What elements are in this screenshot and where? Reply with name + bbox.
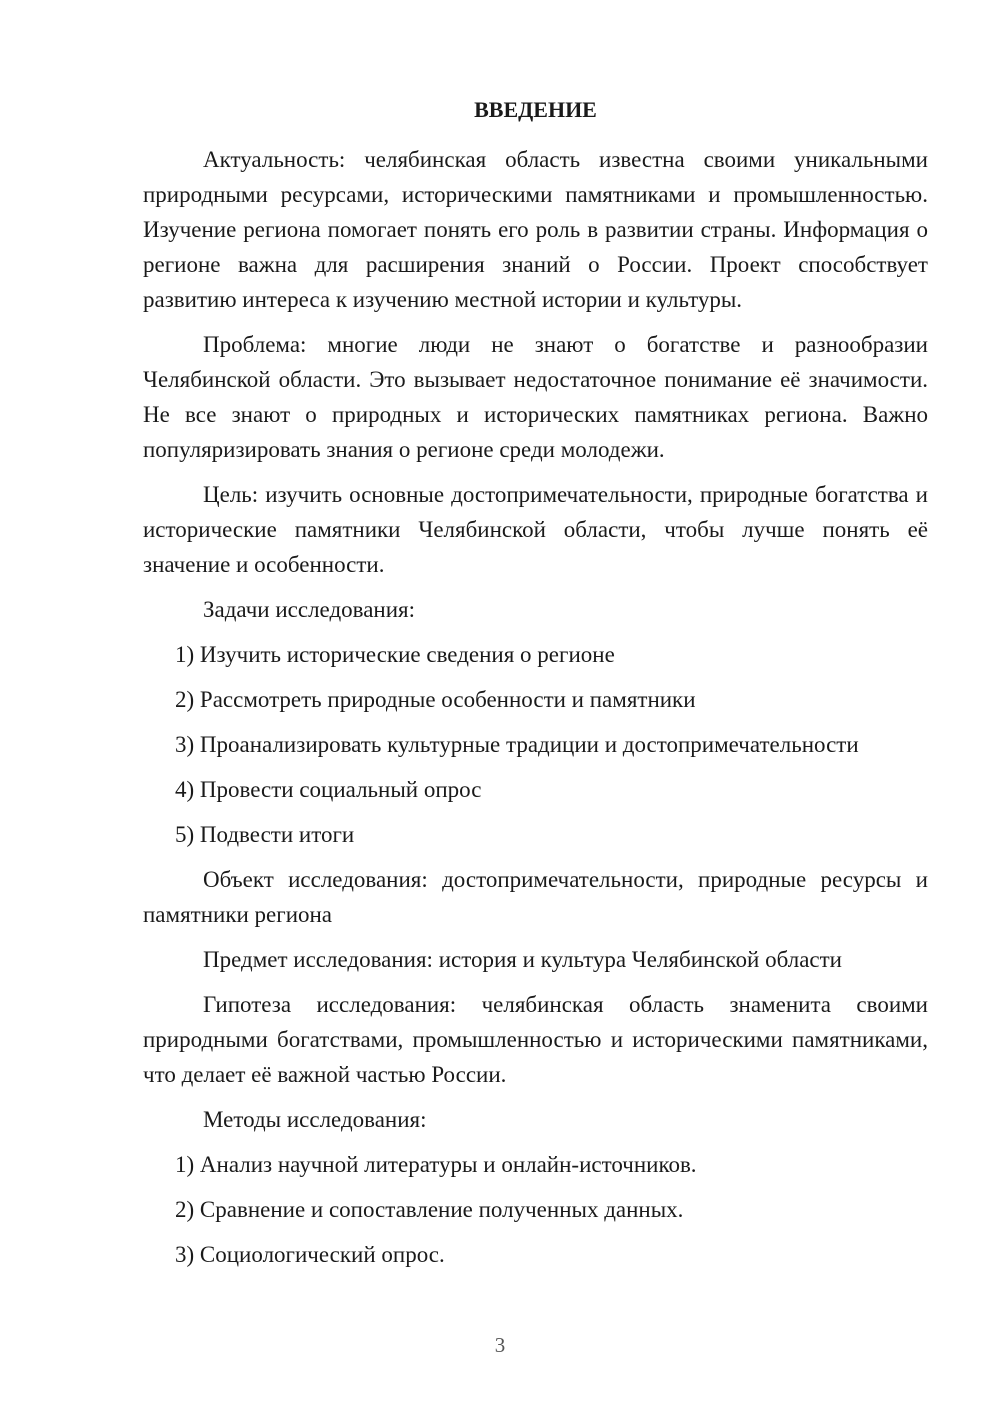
hypothesis-paragraph: Гипотеза исследования: челябинская область знаменита своими природными богатствами, промышленностью и историческими памятниками, что делает её важной частью России. [143,992,928,1087]
list-item: 5) Подвести итоги [175,822,355,847]
list-item: 2) Рассмотреть природные особенности и памятники [175,687,696,712]
object-paragraph: Объект исследования: достопримечательности, природные ресурсы и памятники региона [143,867,928,927]
page-title: ВВЕДЕНИЕ [474,97,597,122]
document-page [143,92,928,1282]
list-item: 2) Сравнение и сопоставление полученных данных. [175,1197,684,1222]
tasks-heading: Задачи исследования: [203,597,416,622]
list-item: 1) Анализ научной литературы и онлайн-источников. [175,1152,697,1177]
subject-paragraph: Предмет исследования: история и культура Челябинской области [203,947,842,972]
tasks-list [143,637,928,852]
list-item: 4) Провести социальный опрос [175,777,482,802]
list-item: 1) Изучить исторические сведения о регионе [175,642,615,667]
goal-paragraph: Цель: изучить основные достопримечательности, природные богатства и исторические памятники Челябинской области, чтобы лучше понять её значение и особенности. [143,482,928,577]
problem-paragraph: Проблема: многие люди не знают о богатстве и разнообразии Челябинской области. Это вызывает недостаточное понимание её значимости. Не все знают о природных и исторических памятниках региона. Важно популяризировать знания о регионе среди молодежи. [143,332,928,462]
relevance-paragraph: Актуальность: челябинская область известна своими уникальными природными ресурсами, историческими памятниками и промышленностью. Изучение региона помогает понять его роль в развитии страны. Информация о регионе важна для расширения знаний о России. Проект способствует развитию интереса к изучению местной истории и культуры. [143,147,928,312]
methods-list [143,1147,928,1272]
methods-heading: Методы исследования: [203,1107,427,1132]
list-item: 3) Социологический опрос. [175,1242,445,1267]
page-number: 3 [494,1333,506,1357]
list-item: 3) Проанализировать культурные традиции и достопримечательности [175,732,859,757]
